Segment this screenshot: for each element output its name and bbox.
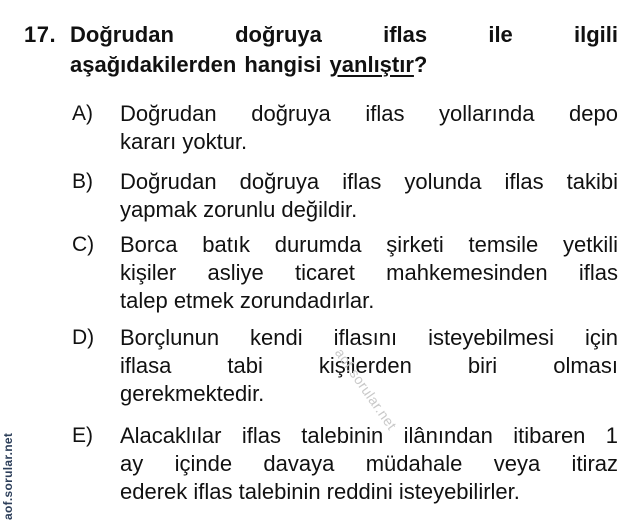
option-e-line-3: ederek iflas talebinin reddini isteyebilirler. (120, 479, 520, 504)
diagonal-watermark: aof.sorular.net (331, 345, 401, 434)
option-d-line-3: gerekmektedir. (120, 381, 265, 406)
side-watermark: aof.sorular.net (1, 432, 15, 520)
option-e-line-2: ay içinde davaya müdahale veya itiraz (120, 451, 618, 476)
option-c-line-3: talep etmek zorundadırlar. (120, 288, 375, 313)
option-a-text (120, 100, 618, 156)
option-b-line-1: Doğrudan doğruya iflas yolunda iflas takibi (120, 169, 618, 194)
option-c-line-1: Borca batık durumda şirketi temsile yetkili (120, 232, 618, 257)
option-e-line-1: Alacaklılar iflas talebinin ilânından itibaren 1 (120, 423, 618, 448)
option-b-line-2: yapmak zorunlu değildir. (120, 197, 358, 222)
option-c-text (120, 231, 618, 315)
option-c-line-2: kişiler asliye ticaret mahkemesinden iflas (120, 260, 618, 285)
option-a-letter: A) (72, 102, 93, 125)
option-d-line-2: iflasa tabi kişilerden biri olması (120, 353, 618, 378)
question-stem-line-2 (70, 50, 618, 80)
question-stem-line-1: Doğrudan doğruya iflas ile ilgili (70, 22, 618, 47)
option-d-letter: D) (72, 326, 95, 349)
question-negation-word: yanlıştır (329, 52, 414, 77)
question-mark: ? (413, 52, 428, 77)
option-a-line-1: Doğrudan doğruya iflas yollarında depo (120, 101, 618, 126)
option-e-text (120, 422, 618, 506)
option-a-line-2: kararı yoktur. (120, 129, 248, 154)
option-b-letter: B) (72, 170, 93, 193)
question-stem (70, 20, 618, 80)
option-d-line-1: Borçlunun kendi iflasını isteyebilmesi için (120, 325, 618, 350)
option-e-letter: E) (72, 424, 93, 447)
option-c-letter: C) (72, 233, 95, 256)
question-number: 17. (24, 22, 57, 47)
option-b-text (120, 168, 618, 224)
question-stem-text: aşağıdakilerden hangisi (70, 52, 330, 77)
